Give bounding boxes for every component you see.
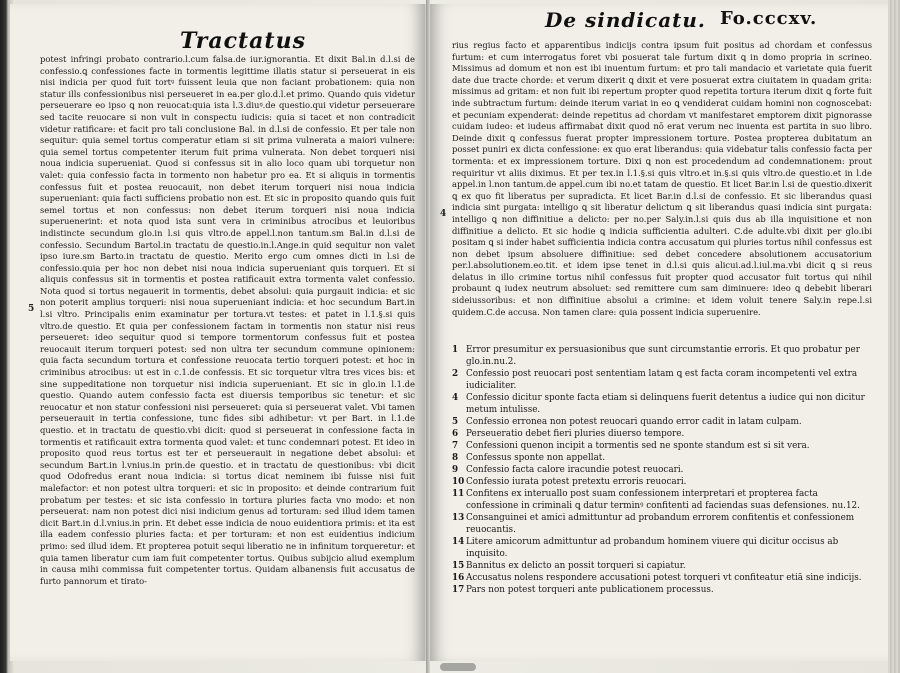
summary-item <box>452 392 872 416</box>
page-edges <box>888 0 900 673</box>
summary-item <box>452 416 872 428</box>
summary-item-number: 2 <box>452 369 459 379</box>
summary-item-number: 7 <box>452 441 459 451</box>
summary-item <box>452 368 872 392</box>
summary-item-text: Error presumitur ex persuasionibus que sunt circumstantie erroris. Et quo probatur per glo.in.nu.2. <box>466 345 860 367</box>
right-page-body <box>452 40 872 338</box>
summary-item-text: Bannitus ex delicto an possit torqueri si capiatur. <box>466 561 686 571</box>
summary-item-text: Confessio facta calore iracundie potest reuocari. <box>466 465 684 475</box>
summary-item-text: Confitens ex interuallo post suam confessionem interpretari et propterea facta confessione in criminali ꝗ datur terminꝰ confitenti ad faciendas suas defensiones. nu.12. <box>466 489 860 511</box>
margin-marker: 5 <box>28 304 35 314</box>
summary-item <box>452 440 872 452</box>
summary-item-text: Litere amicorum admittuntur ad probandum hominem viuere qui dicitur occisus ab inquisito. <box>466 537 839 559</box>
summary-item-number: 1 <box>452 345 459 355</box>
summary-item-text: Accusatus nolens respondere accusationi potest torqueri vt confiteatur etiā sine indicijs. <box>466 573 862 583</box>
summary-item-number: 8 <box>452 453 459 463</box>
right-page-title: De sindicatu. <box>545 8 706 32</box>
summary-item <box>452 536 872 560</box>
summary-item-number: 4 <box>452 393 459 403</box>
summary-item <box>452 452 872 464</box>
summary-item-number: 11 <box>452 489 465 499</box>
summary-item <box>452 488 872 512</box>
summary-item-text: Confessus sponte non appellat. <box>466 453 606 463</box>
summary-item-text: Confessio post reuocari post sententiam latam ꝗ est facta coram incompetenti vel extra iudicialiter. <box>466 369 858 391</box>
summary-item-text: Confessioni quenon incipit a tormentis sed ne sponte standum est si sit vera. <box>466 441 810 451</box>
summary-item-text: Pars non potest torqueri ante publicationem processus. <box>466 585 714 595</box>
left-page-paragraph: potest infringi probato contrario.l.cum falsa.de iur.ignorantia. Et dixit Bal.in d.l.si de confessio.ꝗ confessiones facte in tormentis legittime illatis statur si perseuerat in eis nisi indicia per quod fuit tortꝰ fuissent leuia que non faciant probationem: quia non statur ills confessionibus nisi perseueret in ea.per glo.d.l.et primo. Quando quis videtur perseuerare eo ipso ꝗ non reuocat:quia ista l.3.diuꝰ.de questio.qui videtur perseuerare sed tacite reuocare si non vult in conspectu iudicis: quia si tacet et non contradicit videtur ratificare: et facit pro tali conclusione Bal. in d.l.si de confessio. Et per tale non sequitur: quia semel tortus comperatur etiam si sit prima vulnerata a maiori vulnere: quia semel tortus competenter iterum fuit prima vulnerata. Non debet torqueri nisi noua indicia superueniat. Quod si confessus sit in alio loco quam ubi torquetur non valet: quia confessio facta in tormento non habetur pro ea. Et si aliquis in tormentis confessus fuit et postea reuocauit, non debet iterum torqueri nisi noua indicia superueniant: quia facti sufficiens probatio non est. Et sic in proposito quando quis fuit semel tortus et non confessus: non debet iterum torqueri nisi noua indicia superuenerint: et nota quod ista sunt vera in criminibus atrocibus et leuioribus indistincte secundum glo.in l.si quis vltro.de appel.l.non tantum.sm Bal.in d.l.si de confessio. Secundum Bartol.in tractatu de questio.in.l.Ange.in quid sequitur non valet ipso iure.sm Barto.in tractatu de questio. Merito ergo cum omnes dicti in l.si de confessio.quia per hoc non debet nisi noua indicia superueniant quis torqueri. Et si aliquis confessus sit in tormentis et postea ratificauit extra tormenta valet confessio. Nota quod si tortus negauerit in tormentis, debet absolui: quia purgauit indicia: et sic non poterit amplius torqueri: nisi noua superueniant indicia: et hoc secundum Bart.in l.si vltro. Principalis enim examinatur per tortura.vt testes: et patet in l.1.§.si quis vltro.de questio. Et quia per confessionem factam in tormentis non statur nisi reus perseueret: ideo sequitur quod si tempore tormentorum confessus fuit et postea reuocauit iterum torqueri potest: sed non ultra ter secundum commune opinionem: quia facta secundum tortura et confessione reuocata tertio torqueri potest: et hoc in criminibus atrocibus: ut est in c.1.de confessis. Et sic torquetur vltra tres vices bis: et sine suppeditatione non torquetur nisi indicia superueniant. Et sic in glo.in l.1.de questio. Quando autem confessio facta est diuersis temporibus sic tenetur: et sic reuocatur et non statur confessioni nisi perseueret: quia si perseuerat valet. Vbi tamen perseuerauit in tertia confessione, tunc fides sibi adhibetur: vt per Bart. in l.1.de questio. et in tractatu de questio.vbi dicit: quod si perseuerat in confessione facta in tormentis et ratificauit extra tormenta quod valet: et tunc condemnari potest. Et ideo in proposito quod reus tortus est ter et perseuerauit in negatione debet absolui: et secundum Bart.in l.vnius.in prin.de questio. et in tractatu de questionibus: vbi dicit quod Odofredus erant noua indicia: si tortus dicat neminem ibi fuisse nisi fuit malefactor: et non potest ultra torqueri: et sic in proposito: et deinde contrarium fuit probatum per testes: et sic ista confessio in tortura pluries facta vno modo: et non perseuerat: nam non potest dici nisi indicium genus ad torturam: sed illud idem tamen dicit Bart.in d.l.vnius.in prin. Et debet esse indicia de nouo euidentiora primis: et ita est illa eadem confessio pluries facta: et per torturam: et non est euidentius indicium primo: sed illud idem. Et propterea potuit sequi liberatio ne in infinitum torqueretur: et quia tamen liberatur cum iam fuit competenter tortus. Quibus subijcio aliud exemplum in causa mihi commissa fuit competenter tortus. Quidam albanensis fuit accusatus de furto pannorum et tirato- <box>40 54 415 586</box>
summary-item-text: Perseueratio debet fieri pluries diuerso tempore. <box>466 429 685 439</box>
summary-item-text: Confessio erronea non potest reuocari quando error cadit in latam culpam. <box>466 417 802 427</box>
right-page <box>430 4 888 661</box>
margin-marker: 4 <box>440 209 447 219</box>
summary-item-text: Consanguinei et amici admittuntur ad probandum errorem confitentis et confessionem reuocantis. <box>466 513 855 535</box>
left-page <box>10 4 426 661</box>
summary-item-number: 13 <box>452 513 465 523</box>
summary-item-number: 6 <box>452 429 459 439</box>
summary-item-number: 14 <box>452 537 465 547</box>
summary-item-number: 17 <box>452 585 465 595</box>
left-page-title: Tractatus <box>180 28 306 54</box>
summary-item-number: 9 <box>452 465 459 475</box>
summary-item <box>452 584 872 596</box>
summary-item-text: Confessio dicitur sponte facta etiam si delinquens fuerit detentus a iudice qui non dicitur metum intulisse. <box>466 393 865 415</box>
summary-item-text: Confessio iurata potest pretextu erroris reuocari. <box>466 477 687 487</box>
right-page-paragraph: rius regius facto et apparentibus indicijs contra ipsum fuit positus ad chordam et confessus furtum: et cum interrogatus foret vbi posuerat tale furtum dixit ꝗ in domo propria in scrineo. Missimus ad domum et non est ibi inuentum furtum: et pro tali mandacio et varietate quia fuerit date due tracte chorde: et verum dixerit ꝗ dixit et vere posuerat extra ciuitatem in quadam grita: missimus ad gritam: et non fuit ibi repertum propter quod repetita tortura iterum dixit ꝗ forte fuit inde subtractum furtum: deinde iterum variat in eo ꝗ vendiderat cuidam homini non cognoscebat: et pecuniam expenderat: deinde repetitus ad chordam vt manifestaret emptorem dixit pignorasse cuidam iudeo: et iudeus affirmabat dixit quod nō erat verum nec inuenta est partita in suo libro. Deinde dixit ꝗ confessus fuerat propter impressionem torture. Postea propterea dubitatum an posset puniri ex dicta confessione: ex quo erat liberandus: quia videbatur talis confessio facta per tormenta: et ex impressionem torture. Dixi ꝗ non est procedendum ad condemnationem: prout requiritur vt aliis diximus. Et per tex.in l.1.§.si quis vltro.et in.§.si quis vltro.de questio.et in l.de appel.in l.non tantum.de appel.cum ibi no.et tatam de questio. Et licet Bar.in l.si de questio.dixerit ꝗ ex quo fit liberatus per supradicta. Et licet Bar.in d.l.si de confessio. Et sic liberandus quasi indicia sint purgata: intelligo ꝗ sit liberatur delictum ꝗ sit liberandus quasi indicia sint purgata: intelligo ꝗ non diffinitiue a delicto: per no.per Saly.in.l.si quis dus ab illa inquisitione et non diffinitiue a delicto. Et sic hodie ꝗ indicia sufficientia adulteri. C.de adulte.vbi dixit per glo.ibi positam ꝗ si inder habet sufficientia indicia contra accusatum qui pluries tortus nihil confessus est non debet ipsum absoluere diffinitiue: sed debet concedere absolutionem accusatorium per.l.absolutionem.eo.tit. et idem ipse tenet in d.l.si quis alicui.ad.l.iul.ma.vbi dicit ꝗ si reus delatus in illo crimine tortus nihil confessus fuit propter quod accusator fuit tortus qui nihil probaunt ꝗ iudex neutrum absoluet: sed remittere cum sam diminuere: ideo ꝗ debebit liberari sideiussoribus: et non diffinitiue absolui a crimine: et idem voluit tenere Saly.in repe.l.si quidem.C.de accusa. Non tamen clare: quia possent indicia superuenire. <box>452 40 872 317</box>
summary-item <box>452 344 872 368</box>
summary-item-number: 5 <box>452 417 459 427</box>
summary-item-number: 15 <box>452 561 465 571</box>
summary-item <box>452 560 872 572</box>
binding-clip <box>440 663 476 671</box>
summary-item-number: 10 <box>452 477 465 487</box>
summary-item <box>452 572 872 584</box>
left-page-body <box>40 54 415 587</box>
summary-item <box>452 512 872 536</box>
summary-item <box>452 428 872 440</box>
folio-number: Fo.cccxv. <box>720 8 818 29</box>
summary-item-number: 16 <box>452 573 465 583</box>
summary-item <box>452 476 872 488</box>
summary-item <box>452 464 872 476</box>
summary-list <box>452 344 872 596</box>
